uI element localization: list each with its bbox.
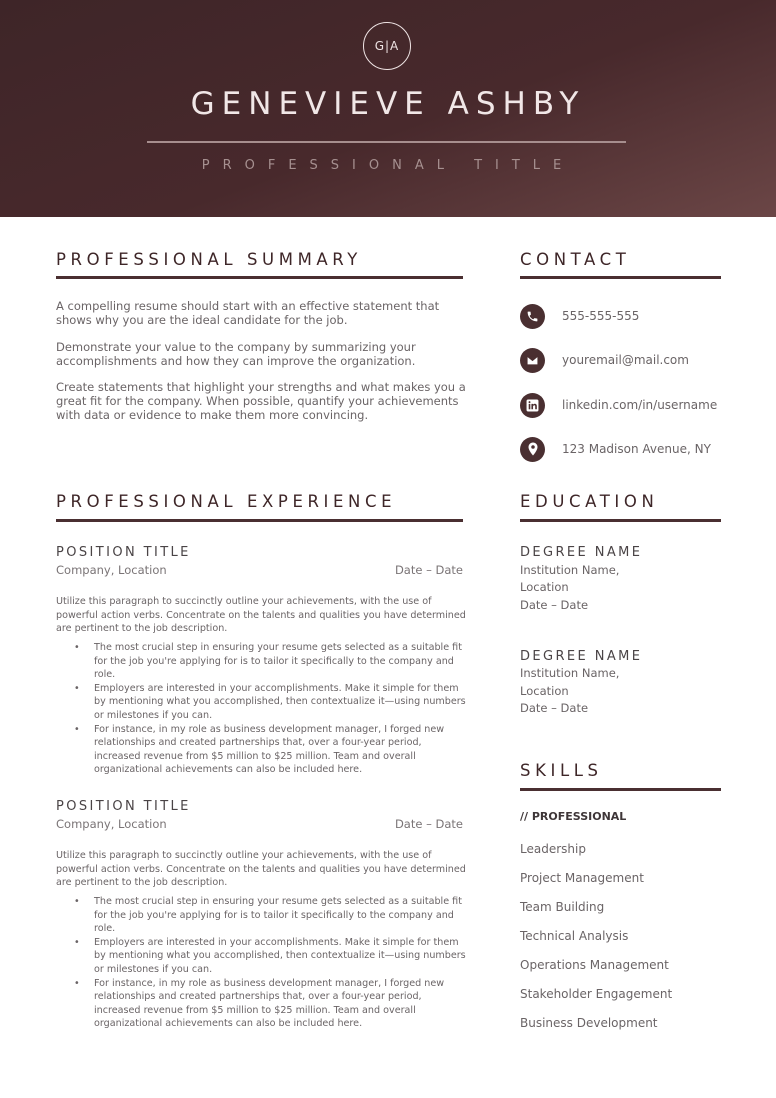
skills-divider: [520, 788, 721, 791]
contact-phone: [520, 303, 639, 329]
institution-name: Institution Name,: [520, 666, 620, 680]
achievement-list: [56, 895, 466, 1031]
summary-heading: PROFESSIONAL SUMMARY: [56, 250, 362, 269]
contact-address: [520, 436, 711, 462]
list-item: • Employers are interested in your accomplishments. Make it simple for them by mentioning what you accomplished, then contextualize it—using numbers or milestones if you can.: [56, 682, 466, 723]
list-item: • The most crucial step in ensuring your resume gets selected as a suitable fit for the job you're applying for is to tailor it specifically to the company and role.: [56, 641, 466, 682]
contact-divider: [520, 276, 721, 279]
degree-dates: Date – Date: [520, 701, 589, 715]
skill-item: Technical Analysis: [520, 929, 629, 943]
degree-name: DEGREE NAME: [520, 545, 643, 560]
email-address[interactable]: youremail@mail.com: [562, 353, 689, 367]
skill-item: Operations Management: [520, 958, 669, 972]
list-item: • For instance, in my role as business development manager, I forged new relationships and created partnerships that, over a four-year period, increased revenue from $5 million to $25 million. Team and overall organizational achievements can also be included here.: [56, 977, 466, 1031]
position-dates: Date – Date: [394, 817, 463, 831]
candidate-name: GENEVIEVE ASHBY: [190, 86, 586, 122]
list-item: • The most crucial step in ensuring your resume gets selected as a suitable fit for the job you're applying for is to tailor it specifically to the company and role.: [56, 895, 466, 936]
company-location: Company, Location: [56, 563, 167, 577]
skill-item: Stakeholder Engagement: [520, 987, 673, 1001]
position-title: POSITION TITLE: [56, 799, 191, 814]
phone-icon: [520, 304, 545, 329]
street-address: 123 Madison Avenue, NY: [562, 442, 711, 456]
company-location: Company, Location: [56, 817, 167, 831]
institution-name: Institution Name,: [520, 563, 620, 577]
degree-dates: Date – Date: [520, 598, 589, 612]
institution-location: Location: [520, 684, 569, 698]
professional-title: PROFESSIONAL TITLE: [201, 158, 575, 173]
header-divider: [147, 141, 626, 143]
position-title: POSITION TITLE: [56, 545, 191, 560]
summary-paragraph: A compelling resume should start with an effective statement that shows why you are the ideal candidate for the job.: [56, 299, 440, 327]
education-divider: [520, 519, 721, 522]
skill-item: Business Development: [520, 1016, 658, 1030]
achievement-list: [56, 641, 466, 777]
degree-name: DEGREE NAME: [520, 649, 643, 664]
linkedin-url[interactable]: linkedin.com/in/username: [562, 398, 718, 412]
list-item: • For instance, in my role as business development manager, I forged new relationships and created partnerships that, over a four-year period, increased revenue from $5 million to $25 million. Team and overall organizational achievements can also be included here.: [56, 723, 466, 777]
skill-item: Project Management: [520, 871, 644, 885]
position-meta: [56, 563, 463, 577]
summary-divider: [56, 276, 463, 279]
map-pin-icon: [520, 437, 545, 462]
linkedin-icon: [520, 393, 545, 418]
skill-item: Team Building: [520, 900, 605, 914]
envelope-icon: [520, 348, 545, 373]
skills-subheading: // PROFESSIONAL: [520, 810, 627, 823]
skills-heading: SKILLS: [520, 761, 603, 780]
experience-divider: [56, 519, 463, 522]
position-meta: [56, 817, 463, 831]
education-heading: EDUCATION: [520, 492, 659, 511]
skill-item: Leadership: [520, 842, 586, 856]
experience-heading: PROFESSIONAL EXPERIENCE: [56, 492, 397, 511]
position-dates: Date – Date: [394, 563, 463, 577]
position-description: Utilize this paragraph to succinctly outline your achievements, with the use of powerful action verbs. Concentrate on the talents and qualities you have determined are pertinent to the job description.: [56, 596, 466, 635]
summary-paragraph: Create statements that highlight your strengths and what makes you a great fit for the company. When possible, quantify your achievements with data or evidence to make them more convincing.: [56, 380, 466, 422]
institution-location: Location: [520, 580, 569, 594]
list-item: • Employers are interested in your accomplishments. Make it simple for them by mentioning what you accomplished, then contextualize it—using numbers or milestones if you can.: [56, 936, 466, 977]
contact-heading: CONTACT: [520, 250, 631, 269]
contact-email: [520, 347, 689, 373]
phone-number[interactable]: 555-555-555: [562, 309, 640, 323]
monogram: G|A: [363, 22, 411, 70]
summary-paragraph: Demonstrate your value to the company by summarizing your accomplishments and how they can improve the organization.: [56, 340, 416, 368]
contact-linkedin: [520, 392, 717, 418]
resume-header: [0, 0, 776, 217]
position-description: Utilize this paragraph to succinctly outline your achievements, with the use of powerful action verbs. Concentrate on the talents and qualities you have determined are pertinent to the job description.: [56, 850, 466, 889]
